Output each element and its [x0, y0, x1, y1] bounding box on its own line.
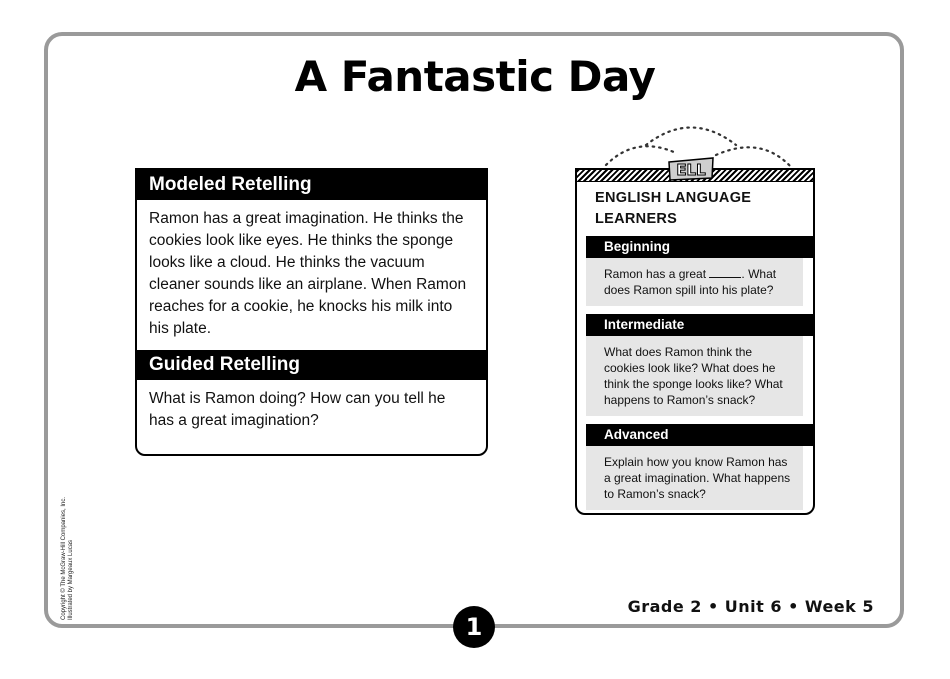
page-number: 1 [453, 606, 495, 648]
illustrator-line: Illustrated by Margeaux Lucas [68, 539, 74, 620]
page-title: A Fantastic Day [294, 52, 656, 101]
copyright-notice [61, 470, 81, 620]
beginning-heading: Beginning [586, 236, 813, 258]
intermediate-text: What does Ramon think the cookies look like? What does he think the sponge looks like? What happens to Ramon’s snack? [586, 336, 803, 416]
beginning-text-before: Ramon has a great [604, 267, 707, 281]
advanced-text: Explain how you know Ramon has a great imagination. What happens to Ramon’s snack? [586, 446, 803, 510]
retelling-box [135, 168, 488, 456]
ell-heading-line2: LEARNERS [595, 211, 678, 227]
fill-in-blank [709, 267, 741, 278]
beginning-text-after: . What does Ramon spill into his plate? [604, 267, 777, 297]
ell-badge-text: ELL [676, 161, 706, 179]
beginning-text [586, 258, 803, 306]
intermediate-heading: Intermediate [586, 314, 813, 336]
modeled-retelling-heading: Modeled Retelling [137, 170, 486, 200]
ell-box [575, 168, 815, 515]
modeled-retelling-text: Ramon has a great imagination. He thinks the cookies look like eyes. He thinks the sponge looks like a cloud. He thinks the vacuum cleaner sounds like an airplane. When Ramon reaches for a cookie, he knocks his milk into his plate. [149, 210, 467, 337]
ell-badge-icon [666, 156, 716, 182]
ell-heading [577, 182, 813, 236]
grade-unit-week: Grade 2 • Unit 6 • Week 5 [627, 597, 874, 616]
guided-retelling-heading: Guided Retelling [137, 350, 486, 380]
guided-retelling-text: What is Ramon doing? How can you tell he has a great imagination? [149, 390, 446, 429]
ell-heading-line1: ENGLISH LANGUAGE [595, 190, 752, 206]
advanced-heading: Advanced [586, 424, 813, 446]
copyright-line: Copyright © The McGraw-Hill Companies, Inc. [61, 496, 67, 620]
